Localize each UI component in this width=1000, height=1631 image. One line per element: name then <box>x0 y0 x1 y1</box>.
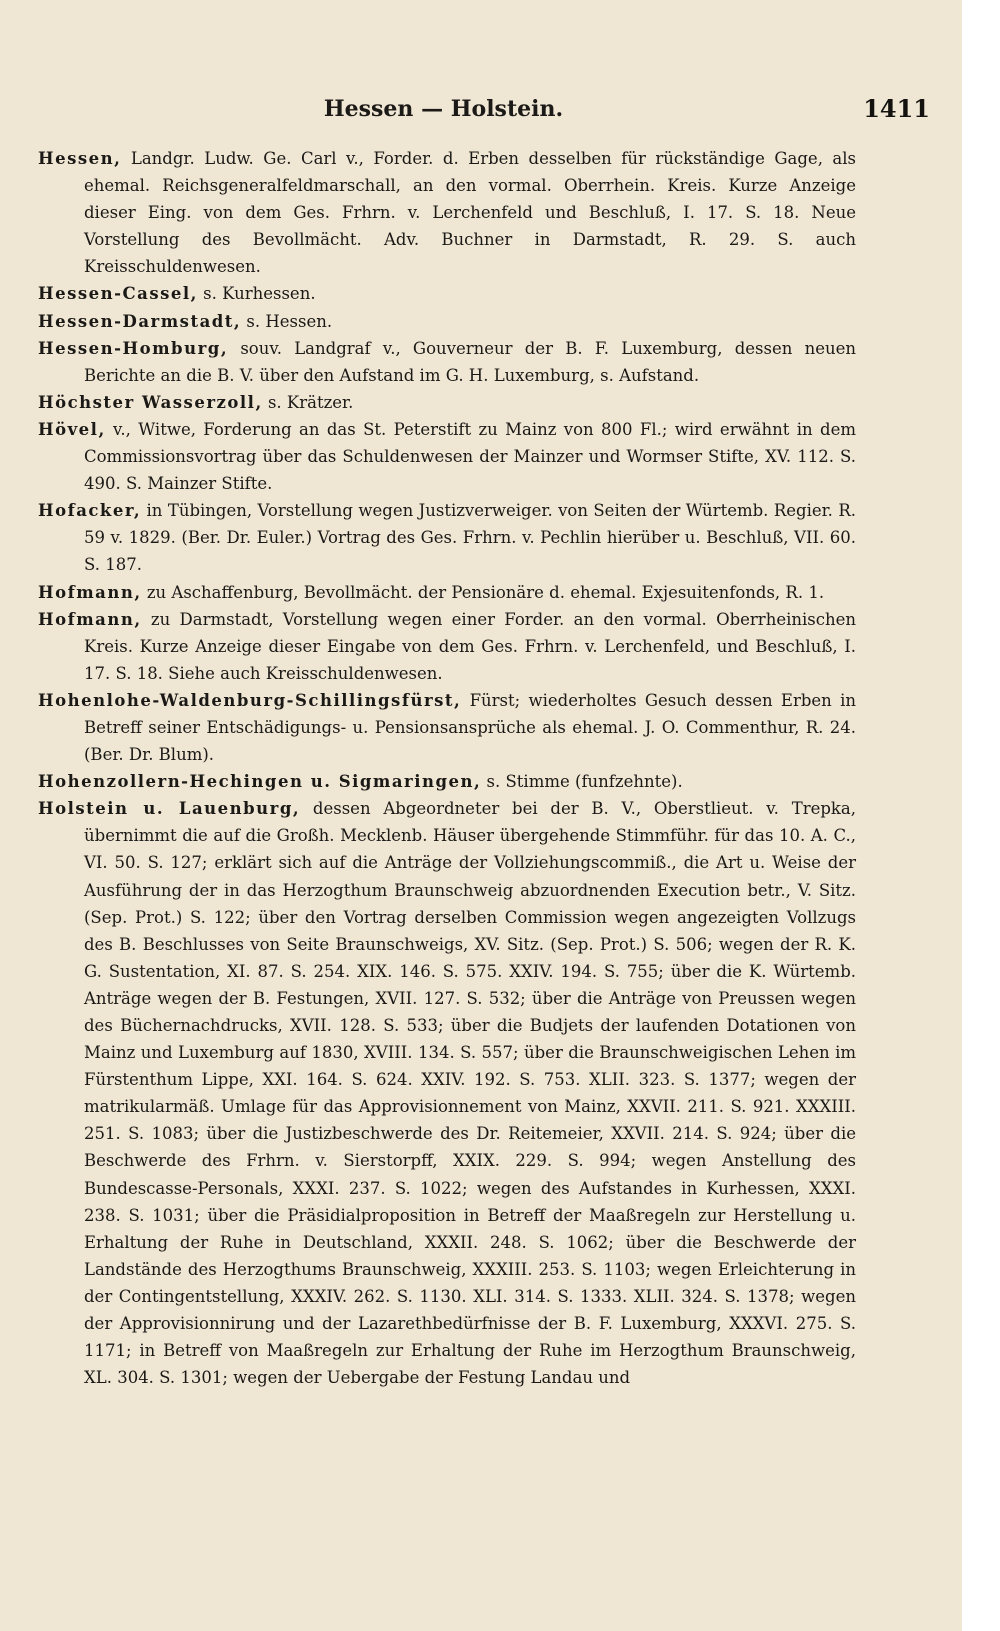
entry-text: Fürst; wiederholtes Gesuch dessen Erben in Betreff seiner Entschädigungs- u. Pensionsansprüche als ehemal. J. O. Commenthur, R. 24. (Ber. Dr. Blum). <box>84 690 856 765</box>
index-entry <box>38 687 856 768</box>
entry-text: zu Aschaffenburg, Bevollmächt. der Pensionäre d. ehemal. Exjesuitenfonds, R. 1. <box>141 582 825 602</box>
index-entry <box>38 497 856 578</box>
index-entry <box>38 335 856 389</box>
entry-heading: Höchster Wasserzoll, <box>38 392 263 412</box>
entry-heading: Hohenlohe-Waldenburg-Schillingsfürst, <box>38 690 462 710</box>
index-entry <box>38 579 856 606</box>
index-entry <box>38 795 856 1391</box>
entry-heading: Hessen-Darmstadt, <box>38 311 242 331</box>
entry-text: s. Stimme (funfzehnte). <box>481 772 683 792</box>
index-entry <box>38 768 856 795</box>
entry-heading: Hessen-Homburg, <box>38 338 229 358</box>
index-entry <box>38 308 856 335</box>
entry-heading: Hessen-Cassel, <box>38 284 198 304</box>
entry-text: souv. Landgraf v., Gouverneur der B. F. Luxemburg, dessen neuen Berichte an die B. V. über den Aufstand im G. H. Luxemburg, s. Aufstand. <box>84 338 856 385</box>
entry-text: s. Krätzer. <box>262 392 354 412</box>
index-entries <box>38 145 856 1391</box>
entry-text: in Tübingen, Vorstellung wegen Justizverweiger. von Seiten der Würtemb. Regier. R. 59 v. 1829. (Ber. Dr. Euler.) Vortrag des Ges. Frhrn. v. Pechlin hierüber u. Beschluß, VII. 60. S. 187. <box>84 501 856 575</box>
entry-text: Landgr. Ludw. Ge. Carl v., Forder. d. Erben desselben für rückständige Gage, als ehemal. Reichsgeneralfeldmarschall, an den vormal. Oberrhein. Kreis. Kurze Anzeige dieser Eing. von dem Ges. Frhrn. v. Lerchenfeld und Beschluß, I. 17. S. 18. Neue Vorstellung des Bevollmächt. Adv. Buchner in Darmstadt, R. 29. S. auch Kreisschuldenwesen. <box>84 149 856 277</box>
running-title: Hessen — Holstein. <box>323 96 564 122</box>
entry-text: s. Kurhessen. <box>197 284 316 304</box>
index-entry <box>38 389 856 416</box>
page-number: 1411 <box>863 94 930 123</box>
index-entry <box>38 416 856 497</box>
entry-heading: Holstein u. Lauenburg, <box>38 799 301 819</box>
entry-text: zu Darmstadt, Vorstellung wegen einer Forder. an den vormal. Oberrheinischen Kreis. Kurze Anzeige dieser Eingabe von dem Ges. Frhrn. v. Lerchenfeld, und Beschluß, I. 17. S. 18. Siehe auch Kreisschuldenwesen. <box>84 609 856 683</box>
entry-heading: Hofmann, <box>38 582 142 602</box>
entry-heading: Hofmann, <box>38 609 142 629</box>
index-entry <box>38 145 856 280</box>
entry-text: s. Hessen. <box>241 311 333 331</box>
page-header <box>45 94 930 132</box>
entry-heading: Hövel, <box>38 419 106 439</box>
entry-heading: Hessen, <box>38 149 122 168</box>
entry-heading: Hofacker, <box>38 501 142 521</box>
entry-text: v., Witwe, Forderung an das St. Peterstift zu Mainz von 800 Fl.; wird erwähnt in dem Commissionsvortrag über das Schuldenwesen der Mainzer und Wormser Stifte, XV. 112. S. 490. S. Mainzer Stifte. <box>84 419 856 494</box>
index-entry <box>38 280 856 307</box>
entry-heading: Hohenzollern-Hechingen u. Sigmaringen, <box>38 772 482 792</box>
entry-text: dessen Abgeordneter bei der B. V., Oberstlieut. v. Trepka, übernimmt die auf die Großh. Mecklenb. Häuser übergehende Stimmführ. für das 10. A. C., VI. 50. S. 127; erklärt sich auf die Anträge der Vollziehungscommiß., die Art u. Weise der Ausführung der in das Herzogthum Braunschweig abzuordnenden Execution betr., V. Sitz. (Sep. Prot.) S. 122; über den Vortrag derselben Commission wegen angezeigten Vollzugs des B. Beschlusses von Seite Braunschweigs, XV. Sitz. (Sep. Prot.) S. 506; wegen der R. K. G. Sustentation, XI. 87. S. 254. XIX. 146. S. 575. XXIV. 194. S. 755; über die K. Würtemb. Anträge wegen der B. Festungen, XVII. 127. S. 532; über die Anträge von Preussen wegen des Büchernachdrucks, XVII. 128. S. 533; über die Budjets der laufenden Dotationen von Mainz und Luxemburg auf 1830, XVIII. 134. S. 557; über die Braunschweigischen Lehen im Fürstenthum Lippe, XXI. 164. S. 624. XXIV. 192. S. 753. XLII. 323. S. 1377; wegen der matrikularmäß. Umlage für das Approvisionnement von Mainz, XXVII. 211. S. 921. XXXIII. 251. S. 1083; über die Justizbeschwerde des Dr. Reitemeier, XXVII. 214. S. 924; über die Beschwerde des Frhrn. v. Sierstorpff, XXIX. 229. S. 994; wegen Anstellung des Bundescasse-Personals, XXXI. 237. S. 1022; wegen des Aufstandes in Kurhessen, XXXI. 238. S. 1031; über die Präsidialproposition in Betreff der Maaßregeln zur Herstellung u. Erhaltung der Ruhe in Deutschland, XXXII. 248. S. 1062; über die Beschwerde der Landstände des Herzogthums Braunschweig, XXXIII. 253. S. 1103; wegen Erleichterung in der Contingentstellung, XXXIV. 262. S. 1130. XLI. 314. S. 1333. XLII. 324. S. 1378; wegen der Approvisionnirung und der Lazarethbedürfnisse der B. F. Luxemburg, XXXVI. 275. S. 1171; in Betreff von Maaßregeln zur Erhaltung der Ruhe im Herzogthum Braunschweig, XL. 304. S. 1301; wegen der Uebergabe der Festung Landau und <box>84 799 856 1388</box>
index-entry <box>38 606 856 687</box>
